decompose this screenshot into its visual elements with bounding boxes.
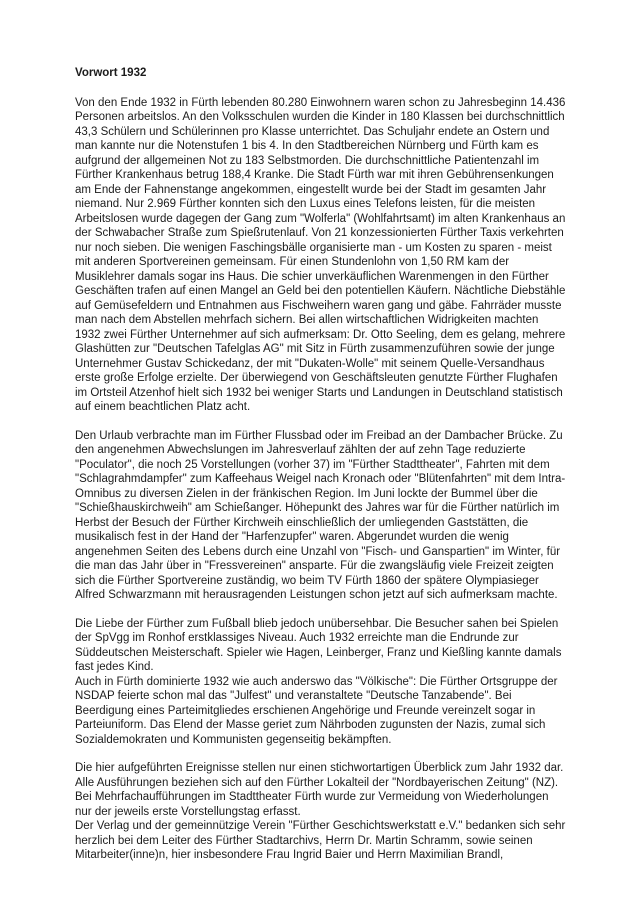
paragraph-politics: Auch in Fürth dominierte 1932 wie auch anderswo das "Völkische": Die Fürther Ortsgruppe der NSDAP feierte schon mal das "Julfest" und veranstaltete "Deutsche Tanzabende". Bei Beerdigung eines Parteimitgliedes erschienen Angehörige und Freunde vereinzelt sogar in Parteiuniform. Das Elend der Masse geriet zum Nährboden zugunsten der Nazis, zumal sich Sozialdemokraten und Kommunisten gegenseitig bekämpften. bbox=[75, 675, 558, 746]
paragraph-sources-note: Die hier aufgeführten Ereignisse stellen nur einen stichwortartigen Überblick zum Jahr 1932 dar. Alle Ausführungen beziehen sich auf den Fürther Lokalteil der "Nordbayerischen Zeitung" (NZ). Bei Mehrfachaufführungen im Stadttheater Fürth wurde zur Vermeidung von Wiederholungen nur der jeweils erste Vorstellungstag erfasst. bbox=[75, 762, 564, 818]
document-title: Vorwort 1932 bbox=[75, 67, 147, 79]
paragraph-acknowledgements: Der Verlag und der gemeinnützige Verein "Fürther Geschichtswerkstatt e.V." bedanken sich sehr herzlich bei dem Leiter des Fürther Stadtarchivs, Herrn Dr. Martin Schramm, sowie seinen Mitarbeiter(inne)n, hier insbesondere Frau Ingrid Baier und Herrn Maximilian Brandl, bbox=[75, 820, 566, 861]
paragraph-leisure: Den Urlaub verbrachte man im Fürther Flussbad oder im Freibad an der Dambacher Brücke. Zu den angenehmen Abwechslungen im Jahresverlauf zählten der auf zehn Tage reduzierte "Poculator", die noch 25 Vorstellungen (vorher 37) im "Fürther Stadttheater", Fahrten mit dem "Schlagrahmdampfer" zum Kaffeehaus Weigel nach Kronach oder "Blütenfahrten" mit dem Intra-Omnibus zu diversen Zielen in der fränkischen Region. Im Juni lockte der Bummel über die "Schießhauskirchweih" am Schießanger. Höhepunkt des Jahres war für die Fürther natürlich im Herbst der Besuch der Fürther Kirchweih einschließlich der umliegenden Gaststätten, die musikalisch fest in der Hand der "Harfenzupfer" waren. Abgerundet wurden die wenig angenehmen Seiten des Lebens durch eine Unzahl von "Fisch- und Ganspartien" im Winter, für die man das Jahr über in "Fressvereinen" ansparte. Für die zwangsläufig viele Freizeit zeigten sich die Fürther Sportvereine zuständig, wo beim TV Fürth 1860 der spätere Olympiasieger Alfred Schwarzmann mit herausragenden Leistungen schon jetzt auf sich aufmerksam machte. bbox=[75, 429, 566, 601]
paragraph-economy-overview: Von den Ende 1932 in Fürth lebenden 80.280 Einwohnern waren schon zu Jahresbeginn 14.436 Personen arbeitslos. An den Volksschulen wurden die Kinder in 180 Klassen bei durchschnittlich 43,3 Schülern und Schülerinnen pro Klasse unterrichtet. Das Schuljahr endete an Ostern und man kannte nur die Notenstufen 1 bis 4. In den Stadtbereichen Nürnberg und Fürth kam es aufgrund der allgemeinen Not zu 183 Selbstmorden. Die durchschnittliche Patientenzahl im Fürther Krankenhaus betrug 188,4 Kranke. Die Stadt Fürth war mit ihren Gebührensenkungen am Ende der Fahnenstange angekommen, eingestellt wurde bei der Stadt im gesamten Jahr niemand. Nur 2.969 Fürther konnten sich den Luxus eines Telefons leisten, für die meisten Arbeitslosen wurde dagegen der Gang zum "Wolferla" (Wohlfahrtsamt) im alten Krankenhaus an der Schwabacher Straße zum Spießrutenlauf. Von 21 konzessionierten Fürther Taxis verkehrten nur noch sieben. Die wenigen Faschingsbälle organisierte man - um Kosten zu sparen - meist mit anderen Sportvereinen gemeinsam. Für einen Stundenlohn von 1,50 RM kam der Musiklehrer damals sogar ins Haus. Die schier unverkäuflichen Warenmengen in den Fürther Geschäften trafen auf einen Mangel an Geld bei den potentiellen Käufern. Nächtliche Diebstähle auf Gemüsefeldern und Entnahmen aus Fischweihern waren gang und gäbe. Fahrräder musste man nach dem Abstellen mehrfach sichern. Bei allen wirtschaftlichen Widrigkeiten machten 1932 zwei Fürther Unternehmer auf sich aufmerksam: Dr. Otto Seeling, dem es gelang, mehrere Glashütten zur "Deutschen Tafelglas AG" mit Sitz in Fürth zusammenzuführen sowie der junge Unternehmer Gustav Schickedanz, der mit "Dukaten-Wolle" mit seinem Quelle-Versandhaus erste große Erfolge erzielte. Der überwiegend von Geschäftsleuten genutzte Fürther Flughafen im Ortsteil Atzenhof hielt sich 1932 bei weniger Starts und Landungen in Deutschland statistisch auf einem beachtlichen Platz acht. bbox=[75, 96, 566, 413]
document-page bbox=[75, 66, 567, 863]
paragraph-football: Die Liebe der Fürther zum Fußball blieb jedoch unübersehbar. Die Besucher sahen bei Spielen der SpVgg im Ronhof erstklassiges Niveau. Auch 1932 erreichte man die Endrunde zur Süddeutschen Meisterschaft. Spieler wie Hagen, Leinberger, Franz und Kießling kannte damals fast jedes Kind. bbox=[75, 617, 562, 673]
